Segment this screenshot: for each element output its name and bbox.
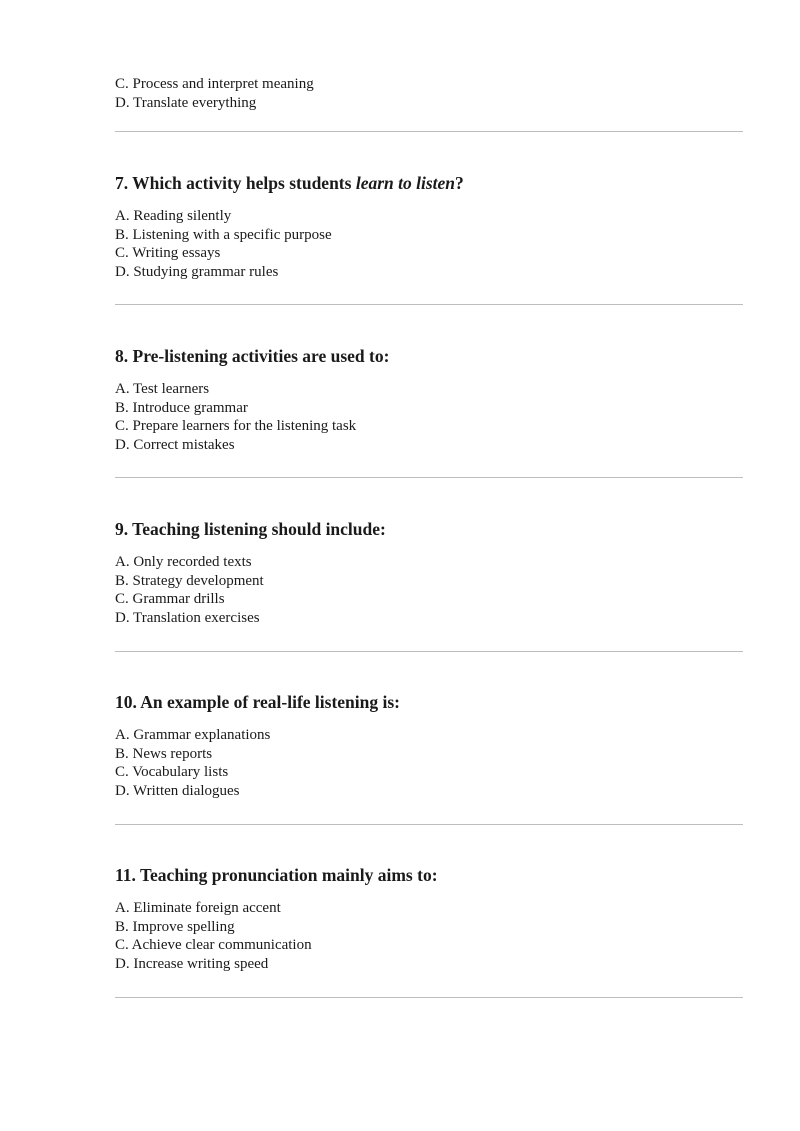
- option-d: D. Increase writing speed: [115, 955, 269, 972]
- question-title: 8. Pre-listening activities are used to:: [115, 346, 390, 366]
- carryover-options: [115, 75, 314, 112]
- option-item: D. Translate everything: [115, 94, 257, 111]
- question-title: 10. An example of real-life listening is:: [115, 692, 400, 712]
- option-c: C. Grammar drills: [115, 591, 225, 608]
- separator-line: [115, 477, 743, 478]
- option-b: B. News reports: [115, 745, 213, 762]
- option-a: A. Reading silently: [115, 208, 232, 224]
- option-a: A. Grammar explanations: [115, 727, 271, 743]
- question-title-emphasis: learn to listen: [355, 173, 456, 193]
- option-c: C. Prepare learners for the listening task: [115, 418, 357, 435]
- option-c: C. Achieve clear communication: [115, 937, 312, 954]
- option-c: C. Writing essays: [115, 245, 221, 262]
- question-title: 9. Teaching listening should include:: [115, 519, 386, 539]
- option-b: B. Introduce grammar: [115, 399, 248, 416]
- option-a: A. Eliminate foreign accent: [115, 900, 281, 916]
- question-11: [115, 864, 743, 973]
- question-10: [115, 691, 743, 800]
- option-d: D. Studying grammar rules: [115, 263, 279, 280]
- option-a: A. Only recorded texts: [115, 554, 252, 570]
- question-8: [115, 345, 743, 454]
- separator-line: [115, 651, 743, 652]
- option-b: B. Listening with a specific purpose: [115, 226, 332, 243]
- question-title: 11. Teaching pronunciation mainly aims to:: [115, 865, 438, 885]
- option-b: B. Strategy development: [115, 572, 264, 589]
- separator-line: [115, 131, 743, 132]
- option-a: A. Test learners: [115, 381, 210, 397]
- separator-line: [115, 997, 743, 998]
- option-item: C. Process and interpret meaning: [115, 76, 314, 92]
- question-title-text: 7. Which activity helps students: [115, 173, 356, 193]
- separator-line: [115, 824, 743, 825]
- question-title: [115, 172, 743, 194]
- option-d: D. Correct mistakes: [115, 436, 235, 453]
- option-d: D. Translation exercises: [115, 609, 260, 626]
- question-title-suffix: ?: [455, 173, 464, 193]
- separator-line: [115, 304, 743, 305]
- option-d: D. Written dialogues: [115, 782, 240, 799]
- option-c: C. Vocabulary lists: [115, 764, 229, 781]
- option-b: B. Improve spelling: [115, 918, 235, 935]
- question-9: [115, 518, 743, 627]
- question-7: [115, 172, 743, 281]
